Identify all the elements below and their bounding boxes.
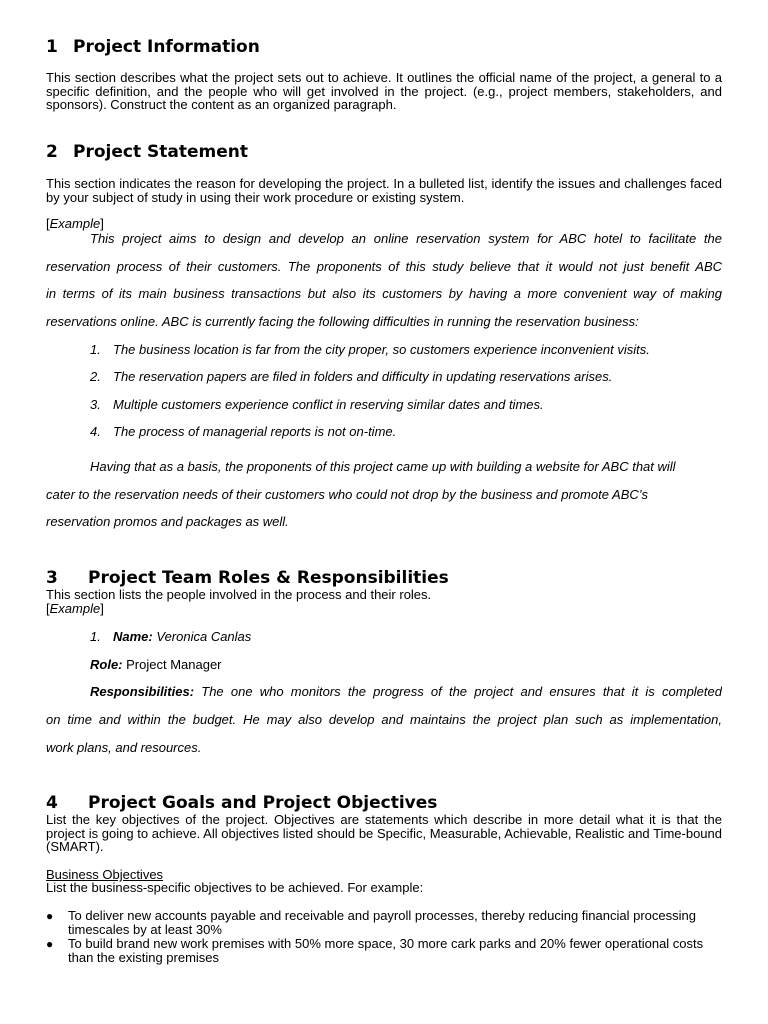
example-body-line: in terms of its main business transactions but also its customers by having a more convenient way of making (46, 286, 722, 301)
responsibilities-line: work plans, and resources. (46, 740, 202, 755)
list-number: 3. (90, 397, 101, 412)
name-value: Veronica Canlas (156, 629, 252, 644)
section-2-paragraph: This section indicates the reason for developing the project. In a bulleted list, identify the issues and challenges faced by your subject of study in using their work procedure or existing system. (46, 176, 722, 205)
example-label (46, 602, 722, 616)
section-title: Project Statement (73, 142, 248, 162)
member-number: 1. (90, 629, 101, 644)
list-number: 4. (90, 424, 101, 439)
bullet-icon: ● (46, 909, 54, 923)
section-number: 4 (46, 793, 58, 813)
section-4-heading (46, 793, 437, 813)
closing-line: cater to the reservation needs of their customers who could not drop by the business and promote ABC’s (46, 487, 648, 502)
list-number: 2. (90, 369, 101, 384)
example-body-line: This project aims to design and develop an online reservation system for ABC hotel to facilitate the (90, 231, 722, 246)
section-3-paragraph: This section lists the people involved in the process and their roles. (46, 587, 432, 602)
list-item: Multiple customers experience conflict in reserving similar dates and times. (113, 397, 544, 412)
responsibilities-line (90, 684, 722, 699)
example-label (46, 217, 722, 231)
responsibilities-text: The one who monitors the progress of the project and ensures that it is completed (201, 684, 722, 699)
bracket-open: [ (46, 601, 50, 616)
list-item: The process of managerial reports is not on-time. (113, 424, 397, 439)
closing-line: Having that as a basis, the proponents of this project came up with building a website for ABC that will (90, 459, 676, 474)
role-value: Project Manager (126, 657, 222, 672)
list-item: To deliver new accounts payable and receivable and payroll processes, thereby reducing financial processing timescales by at least 30% (68, 908, 696, 937)
section-number: 3 (46, 568, 58, 588)
example-word: Example (49, 601, 101, 616)
example-body-line: reservations online. ABC is currently facing the following difficulties in running the reservation business: (46, 314, 639, 329)
list-item: The business location is far from the city proper, so customers experience inconvenient visits. (113, 342, 650, 357)
section-1-heading (46, 37, 260, 57)
example-word: Example (49, 216, 101, 231)
responsibilities-line: on time and within the budget. He may also develop and maintains the project plan such as implementation, (46, 712, 722, 727)
example-body-line: reservation process of their customers. The proponents of this study believe that it would not just benefit ABC (46, 259, 722, 274)
section-title: Project Goals and Project Objectives (88, 793, 438, 813)
section-3-heading (46, 568, 449, 588)
name-label: Name: (113, 629, 153, 644)
business-objectives-heading: Business Objectives (46, 867, 164, 882)
section-number: 1 (46, 37, 58, 57)
responsibilities-label: Responsibilities: (90, 684, 195, 699)
section-2-heading (46, 142, 248, 162)
closing-line: reservation promos and packages as well. (46, 514, 289, 529)
section-4-paragraph: List the key objectives of the project. Objectives are statements which describe in more detail what it is that the project is going to achieve. All objectives listed should be Specific, Measurable, Achievable, Realistic and Time-bound (SMART). (46, 812, 722, 854)
list-item: The reservation papers are filed in folders and difficulty in updating reservations arises. (113, 369, 613, 384)
list-number: 1. (90, 342, 101, 357)
member-name (113, 629, 251, 644)
member-role (90, 657, 222, 672)
bracket-close: ] (100, 601, 104, 616)
section-title: Project Team Roles & Responsibilities (88, 568, 449, 588)
role-label: Role: (90, 657, 123, 672)
section-number: 2 (46, 142, 58, 162)
bullet-icon: ● (46, 937, 54, 951)
section-1-paragraph: This section describes what the project sets out to achieve. It outlines the official name of the project, a general to a specific definition, and the people who will get involved in the project. (e.g., project members, stakeholders, and sponsors). Construct the content as an organized paragraph. (46, 70, 722, 112)
bracket-close: ] (100, 216, 104, 231)
business-objectives-intro: List the business-specific objectives to be achieved. For example: (46, 880, 424, 895)
bracket-open: [ (46, 216, 50, 231)
list-item: To build brand new work premises with 50% more space, 30 more cark parks and 20% fewer operational costs than the existing premises (68, 936, 704, 965)
section-title: Project Information (73, 37, 260, 57)
